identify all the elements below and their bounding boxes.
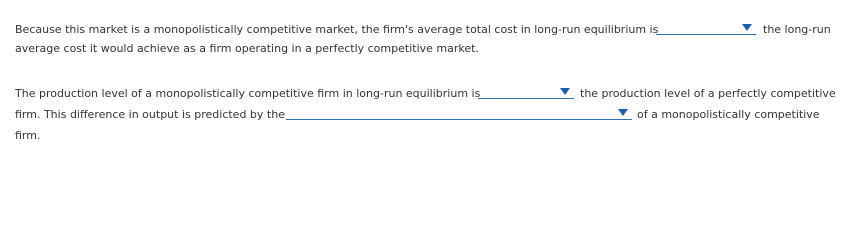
question1-text-line2: average cost it would achieve as a firm operating in a perfectly competitive market.: [15, 42, 479, 55]
question1-text-before: Because this market is a monopolistically competitive market, the firm's average total cost in long-run equilibrium is: [15, 23, 659, 36]
caret-down-icon: [742, 24, 752, 31]
question2-text-line3: firm.: [15, 129, 41, 142]
question2-text-before: The production level of a monopolistically competitive firm in long-run equilibrium is: [15, 87, 481, 100]
question1-text-after: the long-run: [763, 23, 831, 36]
question2-dropdown-1[interactable]: [478, 84, 574, 99]
question1-dropdown[interactable]: [656, 20, 756, 35]
question2-text-after: the production level of a perfectly competitive: [580, 87, 836, 100]
caret-down-icon: [618, 109, 628, 116]
caret-down-icon: [560, 88, 570, 95]
question2-dropdown-2[interactable]: [286, 105, 632, 120]
question2-text-line2-after: of a monopolistically competitive: [637, 108, 820, 121]
question2-text-line2-before: firm. This difference in output is predicted by the: [15, 108, 285, 121]
